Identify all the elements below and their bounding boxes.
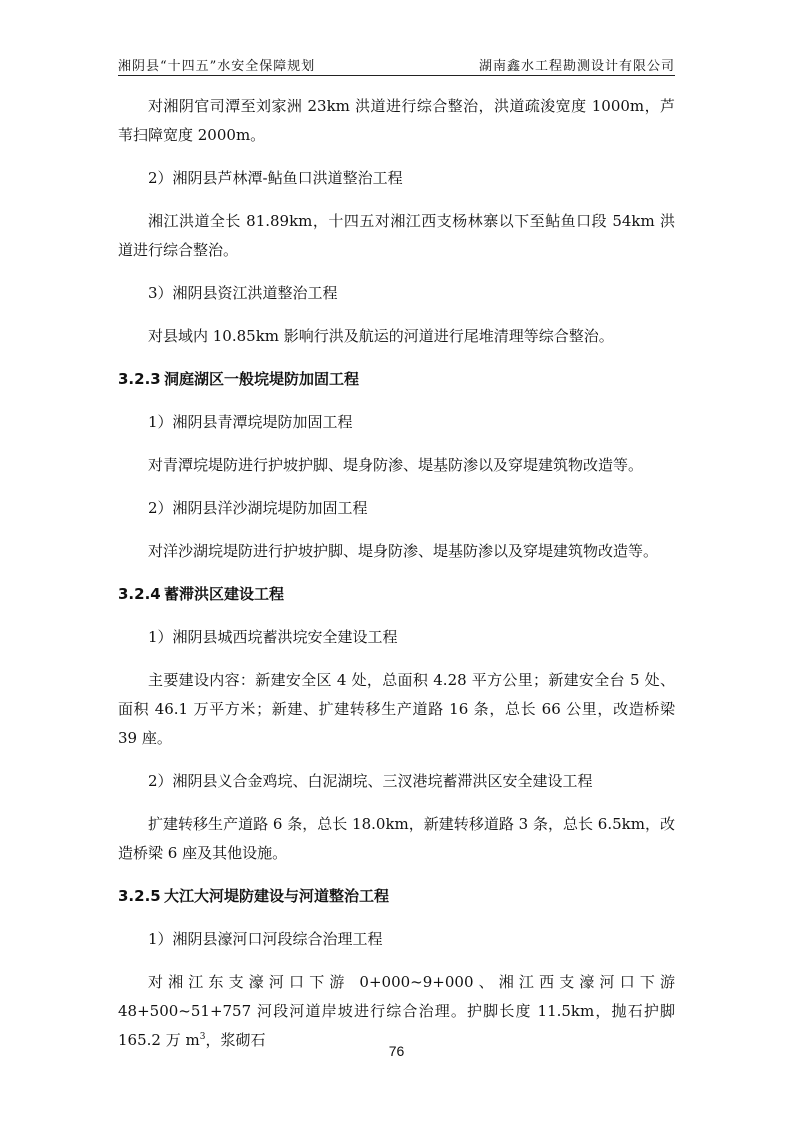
list-item: 1）湘阴县城西垸蓄洪垸安全建设工程 — [148, 628, 398, 646]
paragraph — [118, 968, 675, 1055]
section-title: 蓄滞洪区建设工程 — [164, 585, 285, 603]
paragraph: 对洋沙湖垸堤防进行护坡护脚、堤身防渗、堤基防渗以及穿堤建筑物改造等。 — [148, 542, 659, 560]
document-body — [118, 92, 675, 1069]
paragraph: 湘江洪道全长 81.89km，十四五对湘江西支杨林寨以下至鲇鱼口段 54km 洪道进行综合整治。 — [118, 212, 675, 259]
section-heading — [118, 882, 675, 911]
header-document-title: 湘阴县“十四五”水安全保障规划 — [118, 59, 316, 74]
paragraph: 对县域内 10.85km 影响行洪及航运的河道进行尾堆清理等综合整治。 — [148, 327, 614, 345]
page-header — [118, 53, 675, 76]
section-number: 3.2.3 — [118, 370, 161, 388]
section-title: 洞庭湖区一般垸堤防加固工程 — [164, 370, 360, 388]
section-heading — [118, 580, 675, 609]
header-company-name: 湖南鑫水工程勘测设计有限公司 — [478, 59, 675, 74]
paragraph: 对湘阴官司潭至刘家洲 23km 洪道进行综合整治，洪道疏浚宽度 1000m，芦苇扫障宽度 2000m。 — [118, 97, 675, 144]
paragraph: 对青潭垸堤防进行护坡护脚、堤身防渗、堤基防渗以及穿堤建筑物改造等。 — [148, 456, 644, 474]
paragraph: 扩建转移生产道路 6 条，总长 18.0km，新建转移道路 3 条，总长 6.5km，改造桥梁 6 座及其他设施。 — [118, 815, 675, 862]
page-number: 76 — [388, 1043, 405, 1059]
list-item: 2）湘阴县洋沙湖垸堤防加固工程 — [148, 499, 368, 517]
list-item: 2）湘阴县芦林潭-鲇鱼口洪道整治工程 — [148, 169, 403, 187]
unit-superscript: 3 — [199, 1032, 206, 1042]
list-item: 2）湘阴县义合金鸡垸、白泥湖垸、三汊港垸蓄滞洪区安全建设工程 — [148, 772, 593, 790]
section-title: 大江大河堤防建设与河道整治工程 — [164, 887, 390, 905]
list-item: 1）湘阴县青潭垸堤防加固工程 — [148, 413, 353, 431]
section-number: 3.2.5 — [118, 887, 161, 905]
paragraph-text-continued: ，浆砌石 — [205, 1031, 266, 1049]
paragraph-text: 对湘江东支濠河口下游 0+000~9+000、湘江西支濠河口下游 48+500~51+757 河段河道岸坡进行综合治理。护脚长度 11.5km，抛石护脚 165.2 万 m — [118, 973, 675, 1049]
paragraph: 主要建设内容：新建安全区 4 处，总面积 4.28 平方公里；新建安全台 5 处、面积 46.1 万平方米；新建、扩建转移生产道路 16 条，总长 66 公里，改造桥梁 39 座。 — [118, 671, 675, 747]
list-item: 1）湘阴县濠河口河段综合治理工程 — [148, 930, 383, 948]
section-number: 3.2.4 — [118, 585, 161, 603]
section-heading — [118, 365, 675, 394]
list-item: 3）湘阴县资江洪道整治工程 — [148, 284, 338, 302]
